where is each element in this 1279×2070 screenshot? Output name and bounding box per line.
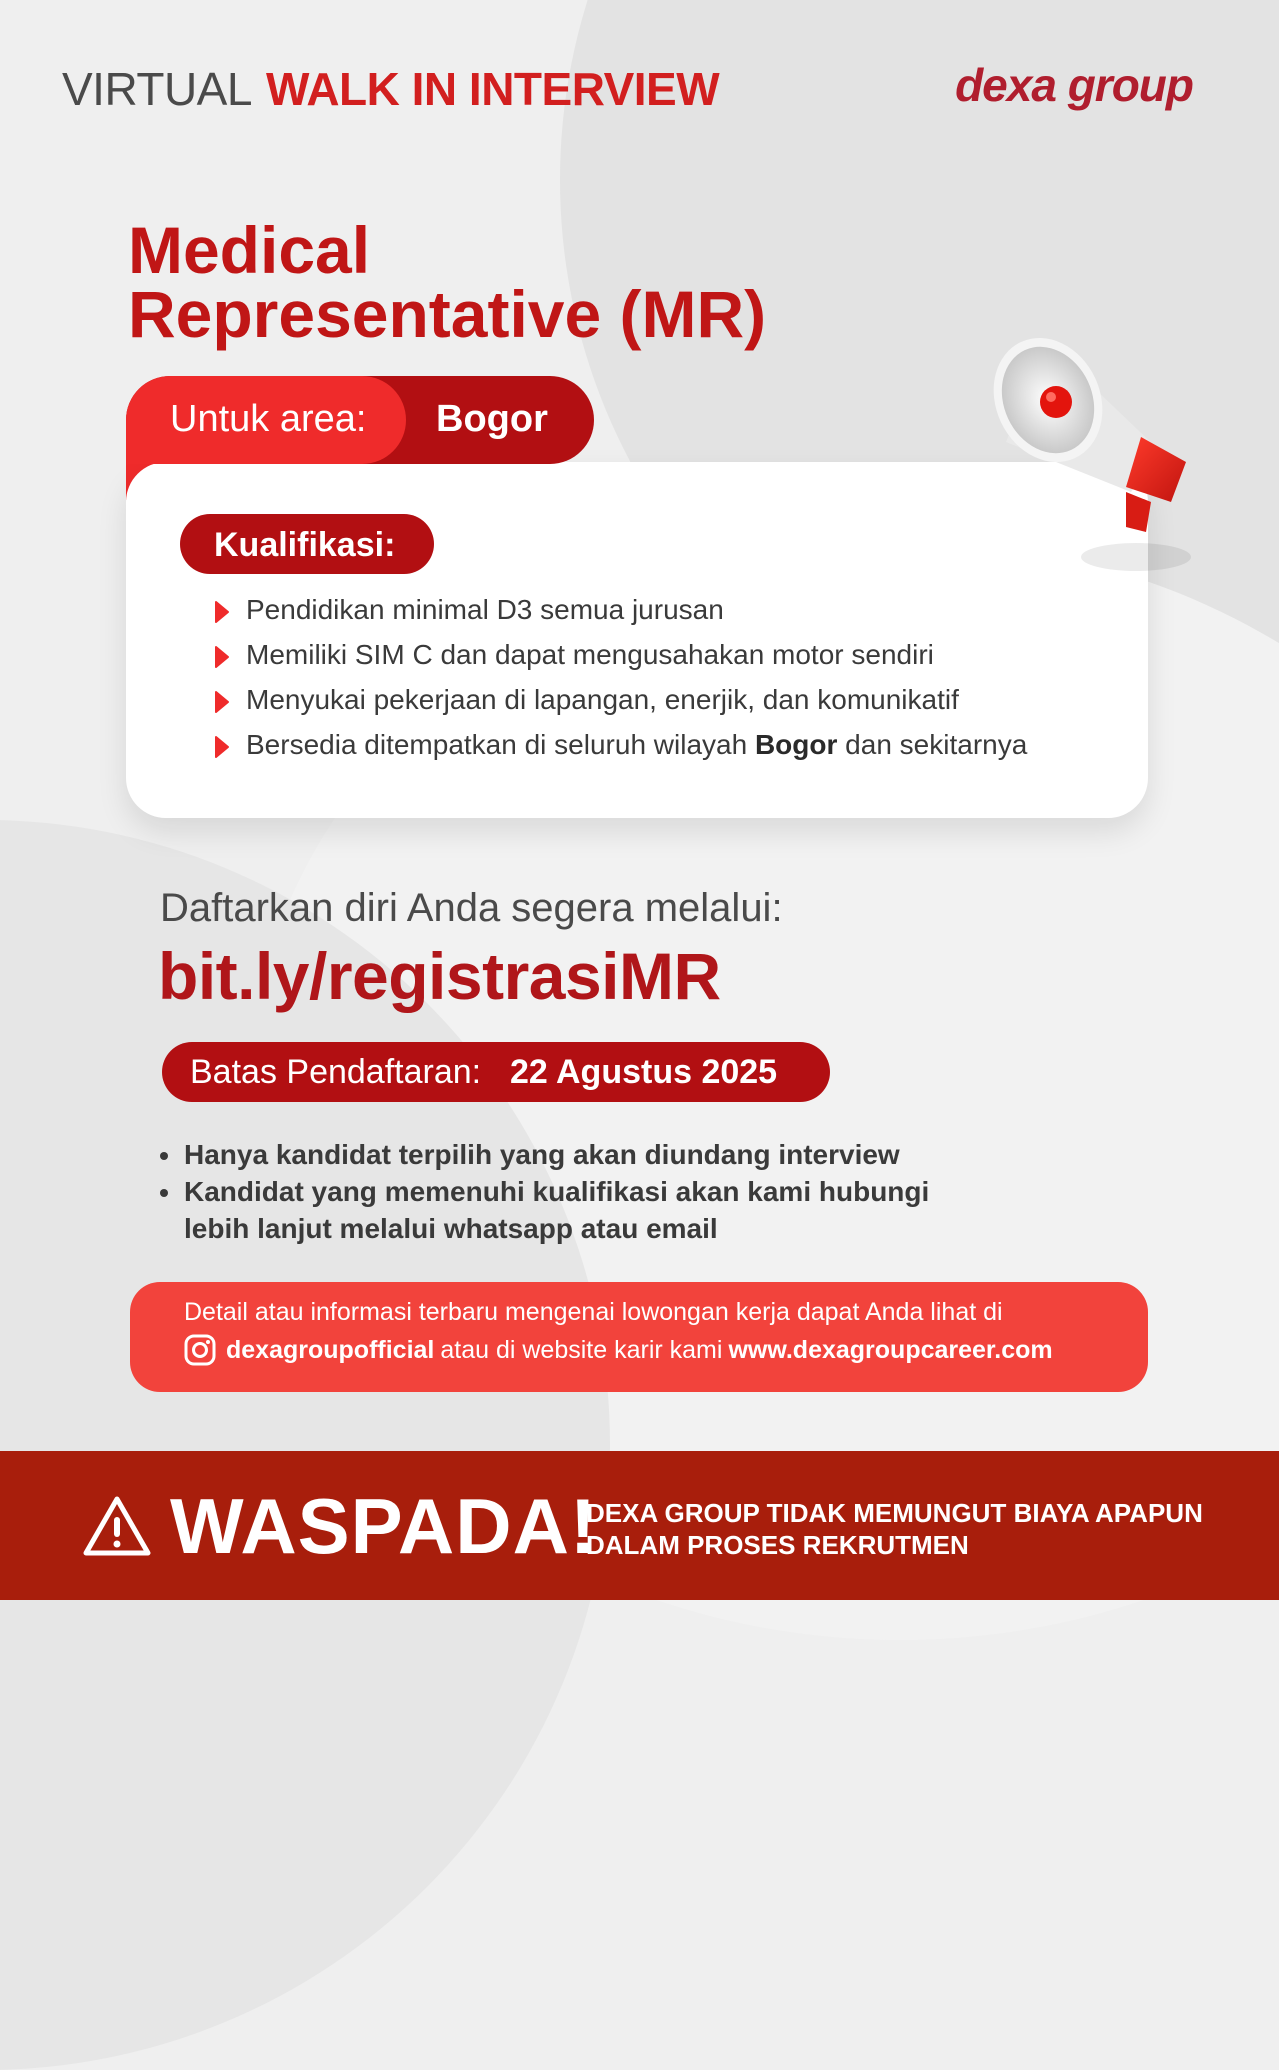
header-title-light: VIRTUAL: [62, 63, 252, 115]
instagram-handle-link[interactable]: dexagroupofficial: [226, 1335, 435, 1364]
note-item: [160, 1136, 984, 1173]
note-item: [160, 1173, 984, 1247]
area-value: Bogor: [436, 398, 548, 440]
bullet-dot-icon: [160, 1189, 168, 1197]
qualification-text: Memiliki SIM C dan dapat mengusahakan motor sendiri: [246, 639, 934, 670]
instagram-icon: [184, 1334, 216, 1366]
deadline-label: Batas Pendaftaran:: [190, 1053, 482, 1091]
warning-message-line2: DALAM PROSES REKRUTMEN: [586, 1530, 969, 1560]
info-middle-text: atau di website karir kami: [440, 1335, 723, 1364]
warning-message: [586, 1497, 1203, 1561]
warning-triangle-icon: [82, 1495, 152, 1557]
qualification-area-bold: Bogor: [754, 729, 838, 760]
qualifications-list: [214, 594, 1027, 774]
note-text: Kandidat yang memenuhi kualifikasi akan kami hubungi lebih lanjut melalui whatsapp atau email: [184, 1176, 930, 1244]
page-header: [62, 62, 719, 116]
deadline-badge: [162, 1042, 830, 1102]
megaphone-icon: [986, 322, 1216, 582]
qualification-item: [214, 684, 1027, 729]
qualification-text: Menyukai pekerjaan di lapangan, enerjik, dan komunikatif: [246, 684, 959, 715]
info-box: [130, 1282, 1148, 1392]
arrow-bullet-icon: [214, 600, 230, 624]
qualification-item: [214, 639, 1027, 684]
arrow-bullet-icon: [214, 645, 230, 669]
area-label: Untuk area:: [170, 398, 367, 440]
qualifications-heading: Kualifikasi:: [214, 526, 396, 564]
area-pill: [126, 376, 594, 464]
warning-message-line1: DEXA GROUP TIDAK MEMUNGUT BIAYA APAPUN: [586, 1498, 1203, 1528]
registration-link[interactable]: bit.ly/registrasiMR: [158, 939, 721, 1013]
qualification-text-post: dan sekitarnya: [845, 729, 1028, 760]
warning-heading: WASPADA!: [170, 1482, 597, 1570]
arrow-bullet-icon: [214, 735, 230, 759]
arrow-bullet-icon: [214, 690, 230, 714]
qualification-item: [214, 729, 1027, 774]
info-links: [184, 1334, 1053, 1366]
dexa-group-logo: dexa group: [955, 59, 1193, 111]
job-title-line2: Representative (MR): [128, 277, 767, 351]
job-title: [128, 213, 908, 351]
register-instruction: Daftarkan diri Anda segera melalui:: [160, 886, 783, 930]
deadline-date: 22 Agustus 2025: [510, 1053, 778, 1091]
job-title-line1: Medical: [128, 213, 371, 287]
info-text: Detail atau informasi terbaru mengenai lowongan kerja dapat Anda lihat di: [184, 1298, 1003, 1326]
qualifications-badge: [180, 514, 434, 574]
qualification-item: [214, 594, 1027, 639]
header-title-bold: WALK IN INTERVIEW: [265, 63, 720, 115]
warning-footer: [0, 1451, 1279, 1600]
notes-list: [160, 1136, 984, 1247]
career-website-link[interactable]: www.dexagroupcareer.com: [728, 1335, 1053, 1364]
qualification-text: Pendidikan minimal D3 semua jurusan: [246, 594, 724, 625]
qualification-text-pre: Bersedia ditempatkan di seluruh wilayah: [246, 729, 748, 760]
bullet-dot-icon: [160, 1152, 168, 1160]
note-text: Hanya kandidat terpilih yang akan diundang interview: [184, 1139, 900, 1170]
